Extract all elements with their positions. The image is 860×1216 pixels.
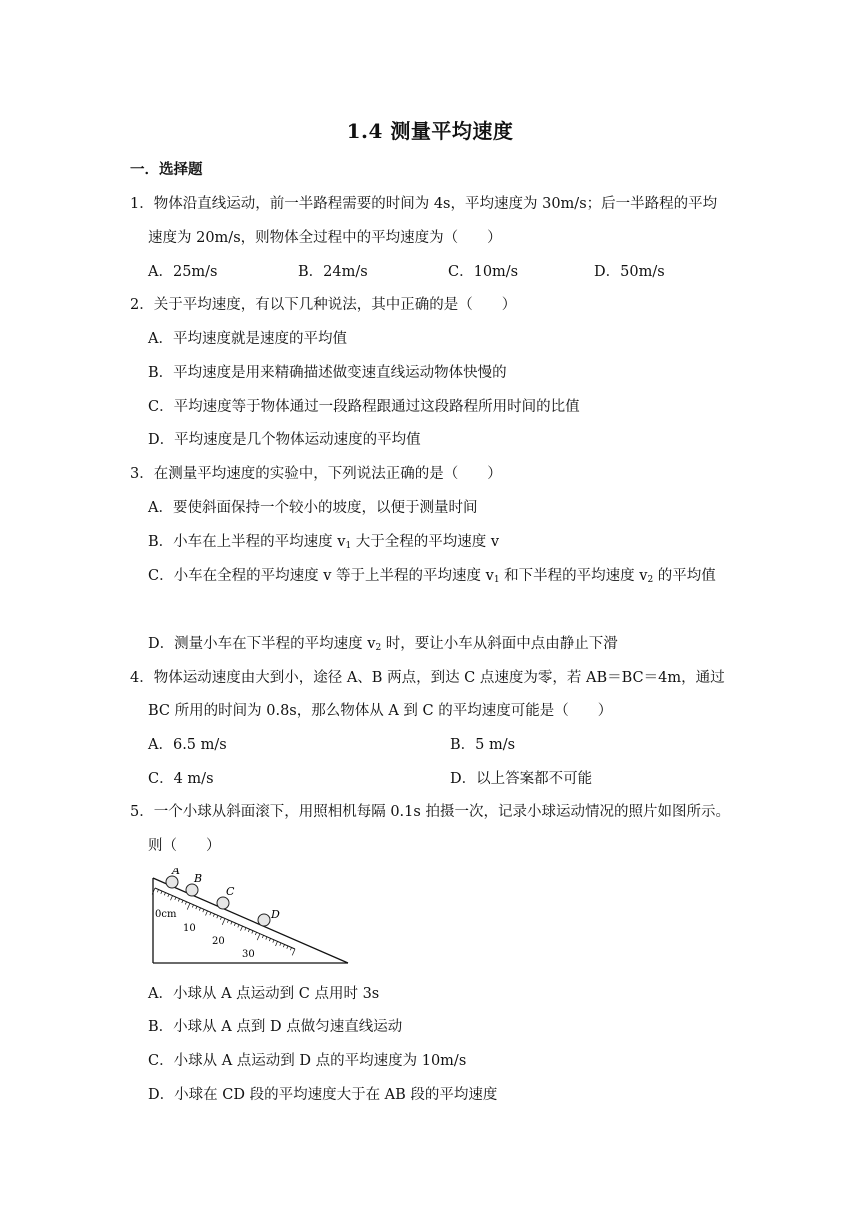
ruler-tick — [276, 941, 278, 946]
q2-option-a: A．平均速度就是速度的平均值 — [148, 331, 347, 347]
q3-option-c: C．小车在全程的平均速度 v 等于上半程的平均速度 $v_1$ 和下半程的平均速度 $v_2$ 的平均值 — [148, 568, 716, 585]
ball-c — [217, 885, 235, 909]
ruler-tick-label-30: 30 — [242, 949, 255, 960]
ruler-tick — [178, 899, 179, 902]
q4-option-c: C．4 m/s — [148, 771, 214, 787]
q5-option-b: B．小球从 A 点到 D 点做匀速直线运动 — [148, 1019, 403, 1035]
q4-option-b: B．5 m/s — [450, 737, 516, 753]
q3-option-b: B．小车在上半程的平均速度 $v_1$ 大于全程的平均速度 v — [148, 534, 500, 551]
ruler-tick — [187, 903, 190, 909]
q5-option-a: A．小球从 A 点运动到 C 点用时 3s — [148, 986, 380, 1002]
ruler-tick — [292, 949, 295, 955]
ruler-tick — [234, 923, 235, 926]
ball-d-label: D — [271, 908, 280, 921]
ruler-tick — [231, 922, 232, 925]
q1-option-c: C．10m/s — [448, 264, 519, 280]
q2-option-c: C．平均速度等于物体通过一段路程跟通过这段路程所用时间的比值 — [148, 399, 580, 415]
ruler-tick — [241, 926, 243, 931]
ruler-tick — [280, 943, 281, 946]
q5-stem-line2: 则（ ） — [148, 838, 221, 854]
ruler-tick — [227, 920, 228, 923]
ruler-tick — [182, 900, 183, 903]
q4-option-a: A．6.5 m/s — [148, 737, 227, 753]
ruler-tick — [220, 917, 221, 920]
ruler-tick — [273, 940, 274, 943]
ball-b — [186, 872, 202, 896]
ruler-tick — [266, 937, 267, 940]
q1-stem-line2: 速度为 20m/s，则物体全过程中的平均速度为（ ） — [148, 230, 502, 246]
ruler-tick — [252, 931, 253, 934]
q2-option-d: D．平均速度是几个物体运动速度的平均值 — [148, 432, 421, 448]
ruler-tick — [168, 894, 169, 897]
q1-option-a: A．25m/s — [148, 264, 218, 280]
ball-b-label: B — [194, 872, 203, 885]
q5-option-d: D．小球在 CD 段的平均速度大于在 AB 段的平均速度 — [148, 1087, 498, 1103]
q1-option-b: B．24m/s — [298, 264, 368, 280]
ruler-tick — [210, 912, 211, 915]
q2-option-b: B．平均速度是用来精确描述做变速直线运动物体快慢的 — [148, 365, 507, 381]
ruler-tick — [287, 946, 288, 949]
q2-stem: 2．关于平均速度，有以下几种说法，其中正确的是（ ） — [130, 297, 517, 313]
q1-stem-line1: 1．物体沿直线运动，前一半路程需要的时间为 4s，平均速度为 30m/s；后一半路程的平均 — [130, 196, 718, 212]
ruler-tick — [248, 929, 249, 932]
q4-stem-line2: BC 所用的时间为 0.8s，那么物体从 A 到 C 的平均速度可能是（ ） — [148, 703, 613, 719]
ruler-tick — [161, 891, 162, 894]
q1-option-d: D．50m/s — [594, 264, 665, 280]
ruler-tick-label-10: 10 — [183, 923, 196, 934]
q5-option-c: C．小球从 A 点运动到 D 点的平均速度为 10m/s — [148, 1053, 467, 1069]
ball-a — [166, 868, 180, 888]
ruler-tick — [199, 908, 200, 911]
page-title: 1.4 测量平均速度 — [346, 119, 514, 143]
ruler-tick — [171, 896, 173, 901]
ruler-tick — [157, 890, 158, 893]
ruler-tick — [203, 909, 204, 912]
ruler-tick — [185, 902, 186, 905]
ruler-tick — [213, 914, 214, 917]
ruler-tick — [269, 938, 270, 941]
ruler-tick — [206, 911, 208, 916]
ruler-unit-label: 0cm — [155, 909, 177, 920]
incline-ruler-figure — [150, 868, 355, 972]
ruler-tick — [222, 919, 225, 925]
q3-option-a: A．要使斜面保持一个较小的坡度，以便于测量时间 — [148, 500, 478, 516]
ruler-tick — [245, 928, 246, 931]
q3-option-d: D．测量小车在下半程的平均速度 $v_2$ 时，要让小车从斜面中点由静止下滑 — [148, 636, 618, 653]
q4-stem-line1: 4．物体运动速度由大到小，途径 A、B 两点，到达 C 点速度为零，若 AB＝BC＝4m，通过 — [130, 670, 725, 686]
ball-a-label: A — [172, 868, 180, 877]
section-heading: 一．选择题 — [130, 161, 203, 178]
q4-option-d: D．以上答案都不可能 — [450, 771, 593, 787]
q5-stem-line1: 5．一个小球从斜面滚下，用照相机每隔 0.1s 拍摄一次，记录小球运动情况的照片如图所示。 — [130, 804, 730, 820]
ruler-tick — [217, 915, 218, 918]
ruler-tick-label-20: 20 — [212, 936, 225, 947]
q3-stem: 3．在测量平均速度的实验中，下列说法正确的是（ ） — [130, 466, 502, 482]
ball-c-label: C — [226, 885, 235, 898]
ruler-tick — [255, 932, 256, 935]
ruler-tick — [164, 893, 165, 896]
ruler-tick — [196, 906, 197, 909]
ruler-tick — [262, 935, 263, 938]
ruler-tick — [257, 934, 260, 940]
ruler-tick — [238, 925, 239, 928]
ruler-tick — [290, 947, 291, 950]
ruler-tick — [283, 944, 284, 947]
ruler-tick — [175, 897, 176, 900]
ruler-tick — [192, 905, 193, 908]
ball-d — [258, 908, 280, 926]
